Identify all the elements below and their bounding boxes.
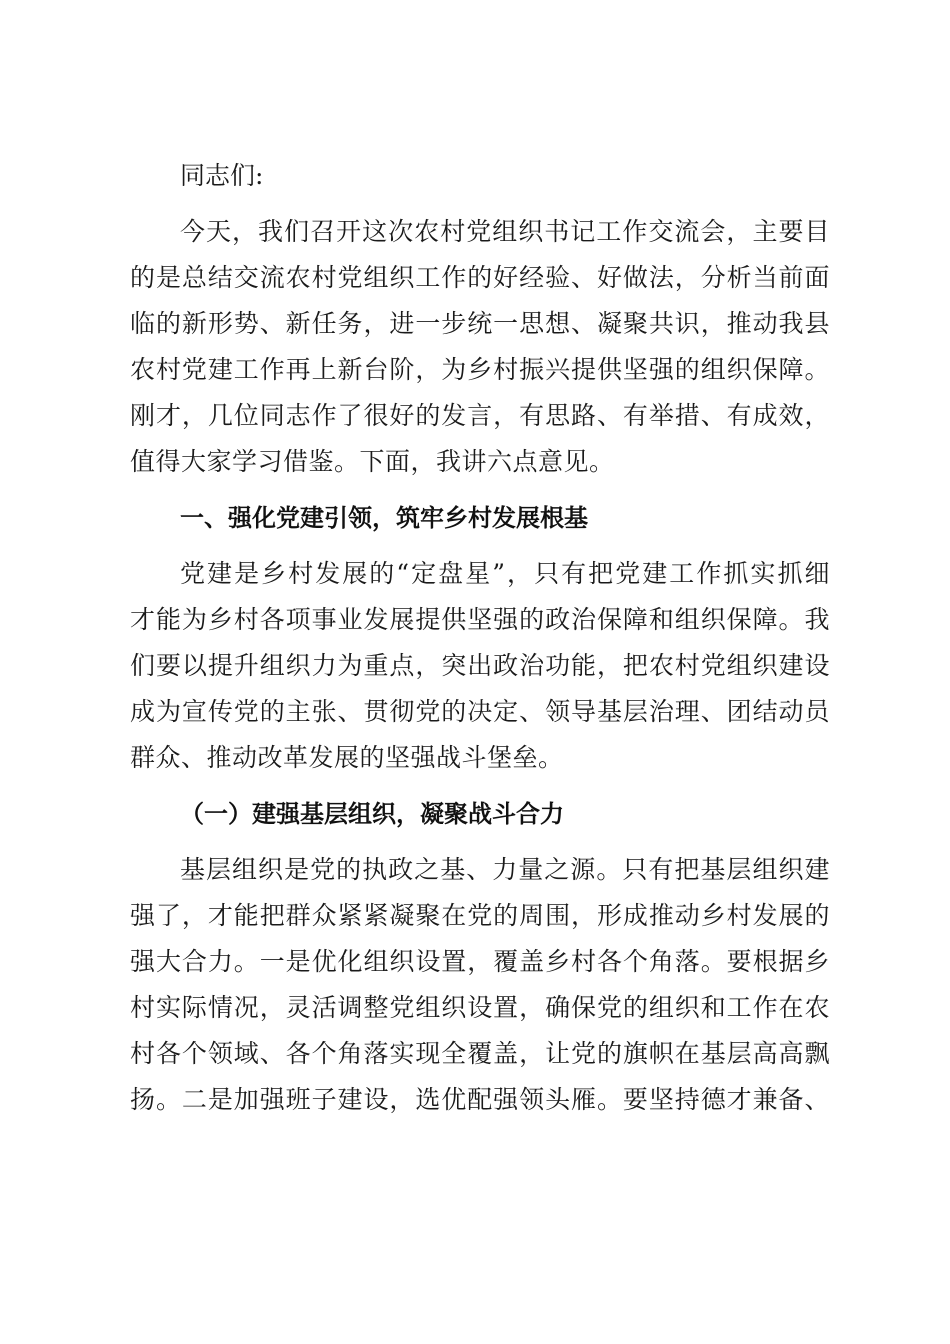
paragraph-line: 值得大家学习借鉴。下面，我讲六点意见。	[130, 447, 615, 476]
paragraph-line: 才能为乡村各项事业发展提供坚强的政治保障和组织保障。我	[130, 605, 830, 634]
paragraph-line: 的是总结交流农村党组织工作的好经验、好做法，分析当前面	[130, 263, 830, 292]
paragraph-line: 党建是乡村发展的“定盘星”，只有把党建工作抓实抓细	[180, 559, 830, 588]
paragraph-line: 刚才，几位同志作了很好的发言，有思路、有举措、有成效，	[130, 401, 830, 430]
paragraph-line: 农村党建工作再上新台阶，为乡村振兴提供坚强的组织保障。	[130, 355, 830, 384]
paragraph-line: 强大合力。一是优化组织设置，覆盖乡村各个角落。要根据乡	[130, 947, 830, 976]
paragraph-line: 今天，我们召开这次农村党组织书记工作交流会，主要目	[180, 217, 830, 246]
paragraph-line: 村实际情况，灵活调整党组织设置，确保党的组织和工作在农	[130, 993, 830, 1022]
paragraph-line: 扬。二是加强班子建设，选优配强领头雁。要坚持德才兼备、	[130, 1085, 830, 1114]
paragraph-line: 基层组织是党的执政之基、力量之源。只有把基层组织建	[180, 855, 830, 884]
section-paragraph	[130, 551, 830, 781]
section-heading: 一、强化党建引领，筑牢乡村发展根基	[180, 504, 588, 532]
paragraph-line: 临的新形势、新任务，进一步统一思想、凝聚共识，推动我县	[130, 309, 830, 338]
document-body	[130, 153, 830, 1133]
paragraph-line: 强了，才能把群众紧紧凝聚在党的周围，形成推动乡村发展的	[130, 901, 830, 930]
paragraph-line: 成为宣传党的主张、贯彻党的决定、领导基层治理、团结动员	[130, 697, 830, 726]
paragraph-line: 村各个领域、各个角落实现全覆盖，让党的旗帜在基层高高飘	[130, 1039, 830, 1068]
paragraph-line: 们要以提升组织力为重点，突出政治功能，把农村党组织建设	[130, 651, 830, 680]
intro-paragraph	[130, 209, 830, 485]
greeting: 同志们:	[180, 161, 264, 190]
subsection-paragraph	[130, 847, 830, 1123]
paragraph-line: 群众、推动改革发展的坚强战斗堡垒。	[130, 743, 564, 772]
subsection-heading: （一）建强基层组织，凝聚战斗合力	[180, 800, 564, 828]
